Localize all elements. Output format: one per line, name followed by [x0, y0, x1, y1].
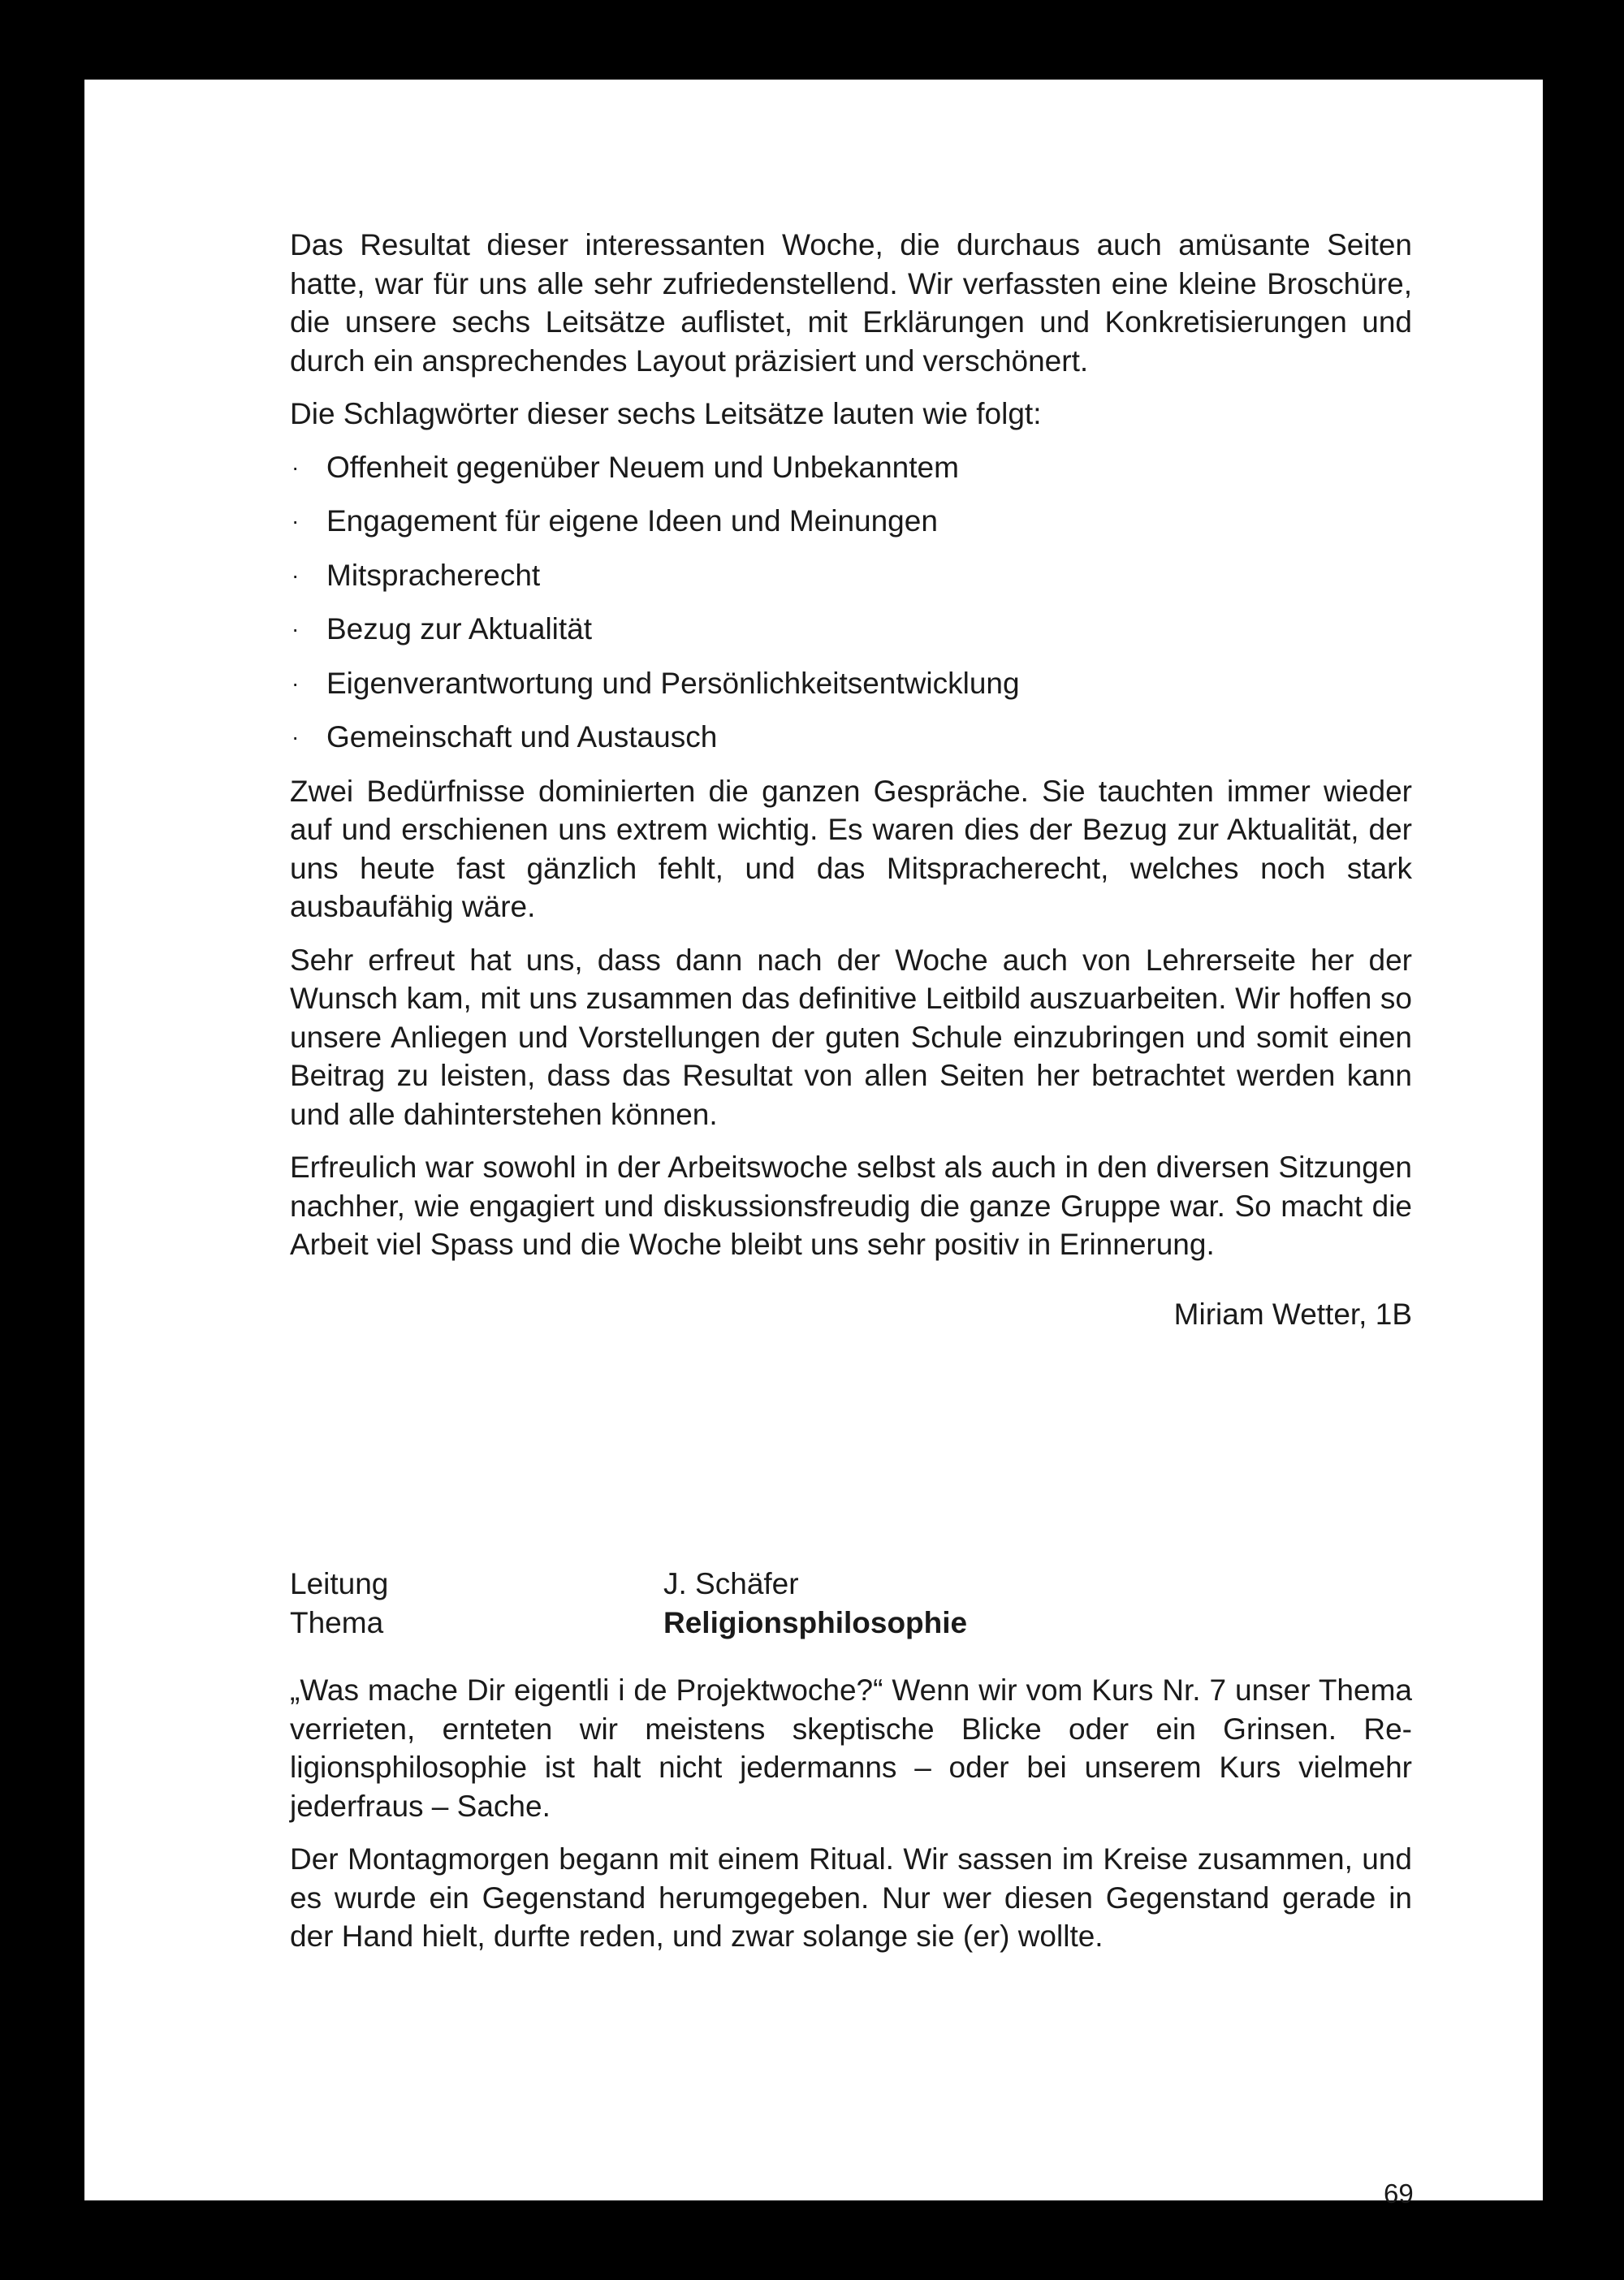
leitung-row [290, 1565, 1412, 1604]
bullet-dot: · [292, 616, 300, 641]
paragraph: Das Resultat dieser interessanten Woche, die durchaus auch amüsante Seiten hatte, war für uns alle sehr zufriedenstellend. Wir verfassten eine kleine Broschüre, die unsere sechs Leitsätze auflistet, mit Erklärungen und Konkretisierungen und durch ein ansprechendes Layout präzisiert und verschönert. [290, 228, 1412, 378]
bullet-dot: · [292, 724, 300, 749]
keyword-list [290, 448, 1412, 757]
thema-row [290, 1604, 1412, 1643]
paragraph: Zwei Bedürfnisse dominierten die ganzen Gespräche. Sie tauchten immer wieder auf und erschienen uns extrem wichtig. Es waren dies der Bezug zur Aktualität, der uns heute fast gänzlich fehlt, und das Mitspracherecht, welches noch stark ausbaufähig wäre. [290, 774, 1412, 923]
list-item-text: Bezug zur Aktualität [326, 612, 593, 646]
list-item [290, 556, 1412, 595]
page-content [290, 226, 1412, 1971]
list-item-text: Engagement für eigene Ideen und Meinungen [326, 504, 938, 538]
paragraph: Erfreulich war sowohl in der Arbeitswoche selbst als auch in den diversen Sitzungen nachher, wie engagiert und diskussionsfreudig die ganze Gruppe war. So macht die Arbeit viel Spass und die Woche bleibt uns sehr positiv in Erinnerung. [290, 1151, 1412, 1261]
page-number: 69 [1384, 2179, 1414, 2209]
list-item-text: Eigenverantwortung und Persönlichkeitsentwicklung [326, 666, 1020, 700]
bullet-dot: · [292, 562, 300, 588]
list-item [290, 610, 1412, 649]
list-item-text: Offenheit gegenüber Neuem und Unbekanntem [326, 450, 959, 484]
document-page [84, 80, 1543, 2209]
list-item [290, 664, 1412, 703]
leitung-label: Leitung [290, 1567, 389, 1600]
list-item [290, 718, 1412, 757]
bullet-dot: · [292, 454, 300, 480]
list-item-text: Mitspracherecht [326, 558, 541, 592]
thema-value: Religionsphilosophie [663, 1605, 968, 1639]
course-info [290, 1565, 1412, 1642]
author-signature: Miriam Wetter, 1B [1173, 1297, 1412, 1331]
bullet-dot: · [292, 670, 300, 696]
leitung-value: J. Schäfer [663, 1567, 799, 1600]
list-item-text: Gemeinschaft und Austausch [326, 720, 718, 754]
list-item [290, 448, 1412, 487]
paragraph: „Was mache Dir eigentli i de Projektwoche?“ Wenn wir vom Kurs Nr. 7 unser Thema verrieten, ernteten wir meistens skeptische Blicke oder ein Grinsen. Religionsphilosophie ist halt nicht jedermanns – oder bei unserem Kurs vielmehr jederfraus – Sache. [290, 1673, 1412, 1823]
list-item [290, 502, 1412, 541]
paragraph: Die Schlagwörter dieser sechs Leitsätze lauten wie folgt: [290, 397, 1042, 430]
thema-label: Thema [290, 1605, 384, 1639]
paragraph: Der Montagmorgen begann mit einem Ritual. Wir sassen im Kreise zusammen, und es wurde ein Gegenstand herumgegeben. Nur wer diesen Gegenstand gerade in der Hand hielt, durfte reden, und zwar solange sie (er) wollte. [290, 1842, 1412, 1953]
paragraph: Sehr erfreut hat uns, dass dann nach der Woche auch von Lehrerseite her der Wunsch kam, mit uns zusammen das definitive Leitbild auszuarbeiten. Wir hoffen so unsere Anliegen und Vorstellungen der guten Schule einzubringen und somit einen Beitrag zu leisten, dass das Resultat von allen Seiten her betrachtet werden kann und alle dahinterstehen können. [290, 943, 1412, 1131]
bullet-dot: · [292, 508, 300, 533]
